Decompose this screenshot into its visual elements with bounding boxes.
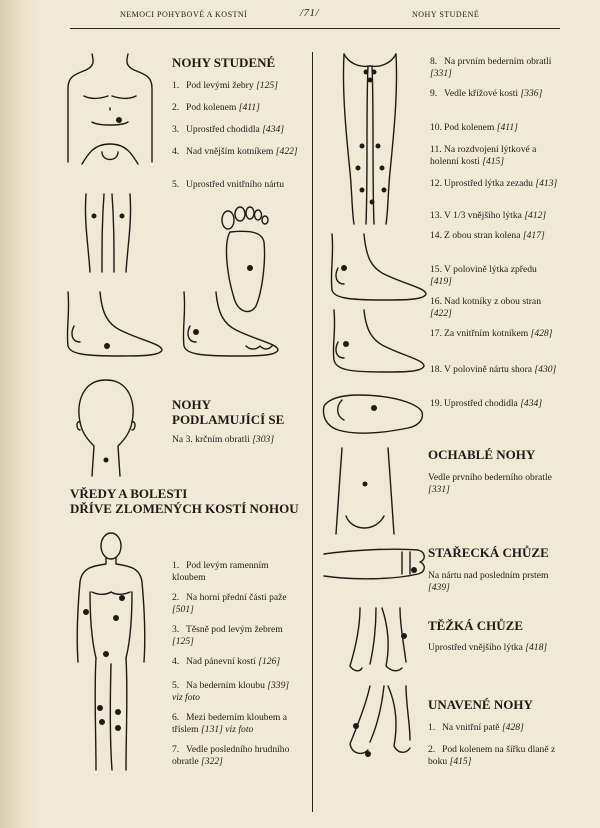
- list-item: 19. Uprostřed chodidla [434]: [430, 398, 543, 409]
- list-item: 1. Pod levými žebry [125]: [172, 80, 278, 91]
- list-item: 2. Pod kolenem [411]: [172, 102, 260, 113]
- list-item: 1. Na vnitřní patě [428]: [428, 722, 524, 733]
- list-item: 12. Uprostřed lýtka zezadu [413]: [430, 178, 558, 189]
- page-number: /71/: [300, 7, 320, 19]
- text-tezka-chuze: Uprostřed vnějšího lýtka [418]: [428, 642, 548, 653]
- header-rule: [70, 28, 560, 29]
- list-item: 15. V polovině lýtka zpředu [419]: [430, 264, 537, 287]
- list-item: 9. Vedle křížové kosti [336]: [430, 88, 543, 99]
- list-item: 13. V 1/3 vnějšího lýtka [412]: [430, 210, 547, 221]
- foot-sole-illustration: [216, 202, 272, 320]
- legs-walking-illustration-b: [340, 684, 412, 762]
- foot-side-illustration-a: [60, 290, 166, 358]
- list-item: 3. Uprostřed chodidla [434]: [172, 124, 285, 135]
- title-nohy: NOHY: [172, 397, 211, 412]
- title-ochable-nohy: OCHABLÉ NOHY: [428, 447, 536, 462]
- list-item: 11. Na rozdvojení lýtkové a holenní kosti [415]: [430, 144, 537, 167]
- running-header-left: NEMOCI POHYBOVÉ A KOSTNÍ: [120, 10, 248, 19]
- running-header-right: NOHY STUDENÉ: [412, 10, 480, 19]
- list-item: 17. Za vnitřním kotníkem [428]: [430, 328, 553, 339]
- title-drive-zlomenych: DŘÍVE ZLOMENÝCH KOSTÍ NOHOU: [70, 501, 299, 516]
- title-nohy-studene: NOHY STUDENÉ: [172, 55, 276, 70]
- title-podlamujici-se: PODLAMUJÍCÍ SE: [172, 412, 285, 427]
- book-spine-shadow: [0, 0, 36, 828]
- title-tezka-chuze: TĚŽKÁ CHŮZE: [428, 618, 523, 633]
- title-unavene-nohy: UNAVENÉ NOHY: [428, 697, 533, 712]
- list-item: 16. Nad kotníky z obou stran [422]: [430, 296, 541, 319]
- body-front-illustration: [66, 532, 156, 778]
- list-item: 18. V polovině nártu shora [430]: [430, 364, 557, 375]
- list-item: 5. Na bederním kloubu [339] viz foto: [172, 680, 290, 703]
- title-vredy-a-bolesti: VŘEDY A BOLESTI: [70, 486, 188, 501]
- foot-top-illustration: [318, 386, 428, 438]
- list-item: 6. Mezi bederním kloubem a tříslem [131] viz foto: [172, 712, 287, 735]
- list-item: 2. Pod kolenem na šířku dlaně z boku [415]: [428, 744, 556, 767]
- list-item: 7. Vedle posledního hrudního obratle [322]: [172, 744, 290, 767]
- foot-side-illustration-d: [326, 308, 428, 374]
- list-item: 14. Z obou stran kolena [417]: [430, 230, 545, 241]
- text-podlamujici-se: Na 3. krčním obratli [303]: [172, 434, 275, 445]
- list-item: 2. Na horní přední části paže [501]: [172, 592, 287, 615]
- text-starecka-chuze: Na nártu nad posledním prstem [439]: [428, 570, 549, 593]
- text-ochable-nohy: Vedle prvního bederního obratle [331]: [428, 472, 552, 495]
- list-item: 3. Těsně pod levým žebrem [125]: [172, 624, 283, 647]
- legs-back-illustration: [338, 52, 402, 226]
- list-item: 1. Pod levým ramenním kloubem: [172, 560, 269, 583]
- title-starecka-chuze: STAŘECKÁ CHŮZE: [428, 545, 549, 560]
- legs-walking-illustration-a: [346, 606, 412, 676]
- foot-top-illustration-b: [322, 544, 428, 586]
- head-back-illustration: [74, 376, 138, 478]
- lower-back-illustration: [332, 446, 398, 538]
- legs-front-illustration: [80, 192, 136, 276]
- list-item: 8. Na prvním bederním obratli [331]: [430, 56, 552, 79]
- foot-side-illustration-c: [324, 232, 430, 304]
- list-item: 5. Uprostřed vnitřního nártu: [172, 179, 285, 190]
- column-divider: [312, 52, 313, 812]
- list-item: 4. Nad pánevní kostí [126]: [172, 656, 281, 667]
- torso-front-illustration: [62, 52, 158, 182]
- list-item: 10. Pod kolenem [411]: [430, 122, 518, 133]
- list-item: 4. Nad vnějším kotníkem [422]: [172, 146, 298, 157]
